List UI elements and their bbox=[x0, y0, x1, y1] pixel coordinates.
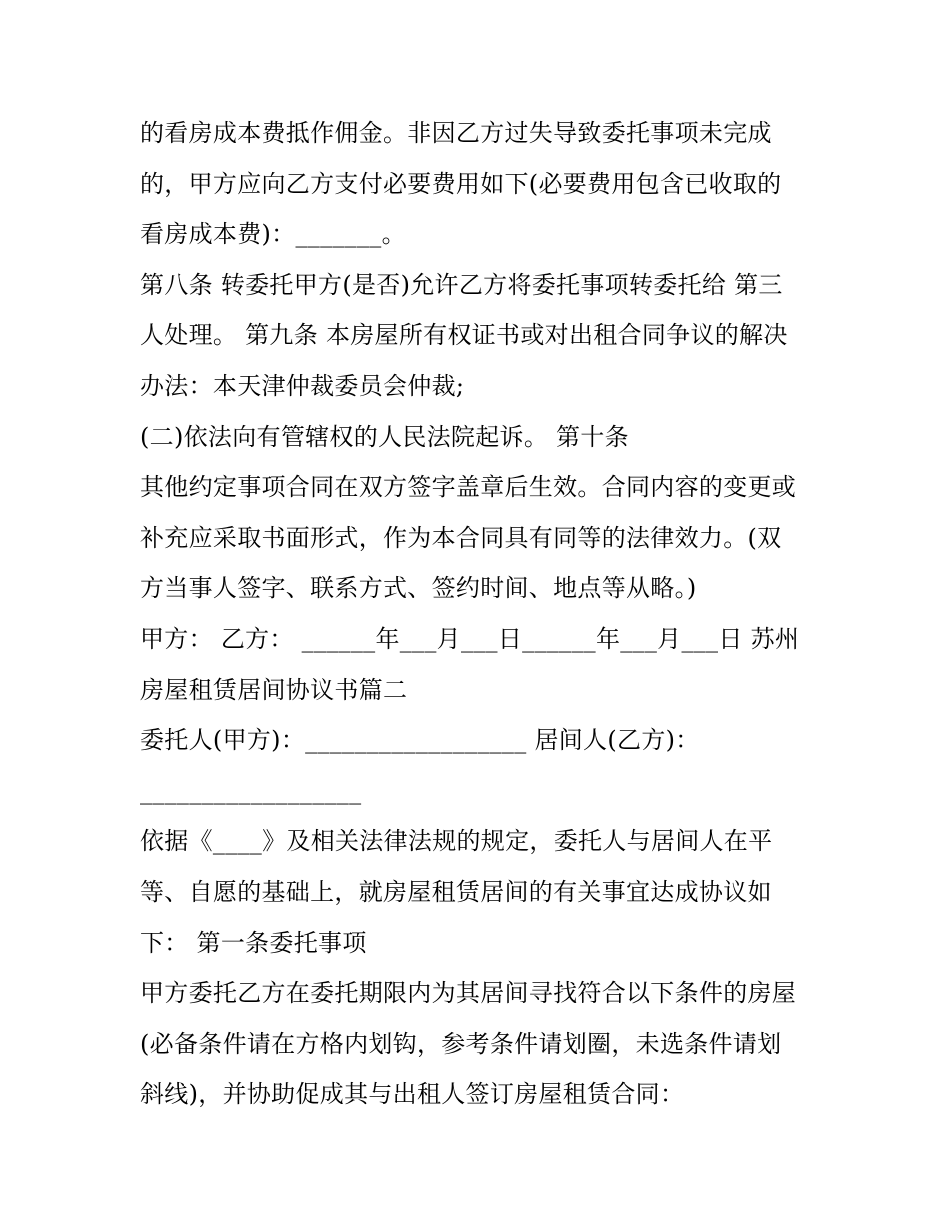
text-line: 依据《____》及相关法律法规的规定，委托人与居间人在平 bbox=[140, 827, 773, 856]
text-line: 甲方委托乙方在委托期限内为其居间寻找符合以下条件的房屋 bbox=[140, 979, 797, 1008]
text-line: 人处理。 第九条 本房屋所有权证书或对出租合同争议的解决 bbox=[140, 321, 788, 350]
text-line: (二)依法向有管辖权的人民法院起诉。 第十条 bbox=[140, 422, 629, 451]
text-line: 办法：本天津仲裁委员会仲裁; bbox=[140, 371, 465, 400]
text-line: __________________ bbox=[140, 776, 362, 805]
text-line: 甲方： 乙方： ______年___月___日______年___月___日 苏州 bbox=[140, 624, 800, 653]
text-line: 其他约定事项合同在双方签字盖章后生效。合同内容的变更或 bbox=[140, 473, 797, 502]
text-line: 斜线)，并协助促成其与出租人签订房屋租赁合同： bbox=[140, 1080, 685, 1109]
text-line: 的看房成本费抵作佣金。非因乙方过失导致委托事项未完成 bbox=[140, 119, 772, 147]
text-line: 等、自愿的基础上，就房屋租赁居间的有关事宜达成协议如 bbox=[140, 877, 772, 906]
text-line: 委托人(甲方)：__________________ 居间人(乙方)： bbox=[140, 726, 700, 755]
section-heading: 房屋租赁居间协议书篇二 bbox=[140, 675, 408, 704]
text-line: 补充应采取书面形式，作为本合同具有同等的法律效力。(双 bbox=[140, 523, 782, 552]
text-line: 看房成本费)：_______。 bbox=[140, 220, 406, 249]
document-body bbox=[140, 108, 820, 1120]
text-line: 下： 第一条委托事项 bbox=[140, 928, 367, 957]
text-line: 的，甲方应向乙方支付必要费用如下(必要费用包含已收取的 bbox=[140, 169, 782, 198]
text-line: 方当事人签字、联系方式、签约时间、地点等从略。) bbox=[140, 574, 697, 603]
text-line: 第八条 转委托甲方(是否)允许乙方将委托事项转委托给 第三 bbox=[140, 270, 783, 299]
text-line: (必备条件请在方格内划钩，参考条件请划圈，未选条件请划 bbox=[140, 1029, 782, 1058]
